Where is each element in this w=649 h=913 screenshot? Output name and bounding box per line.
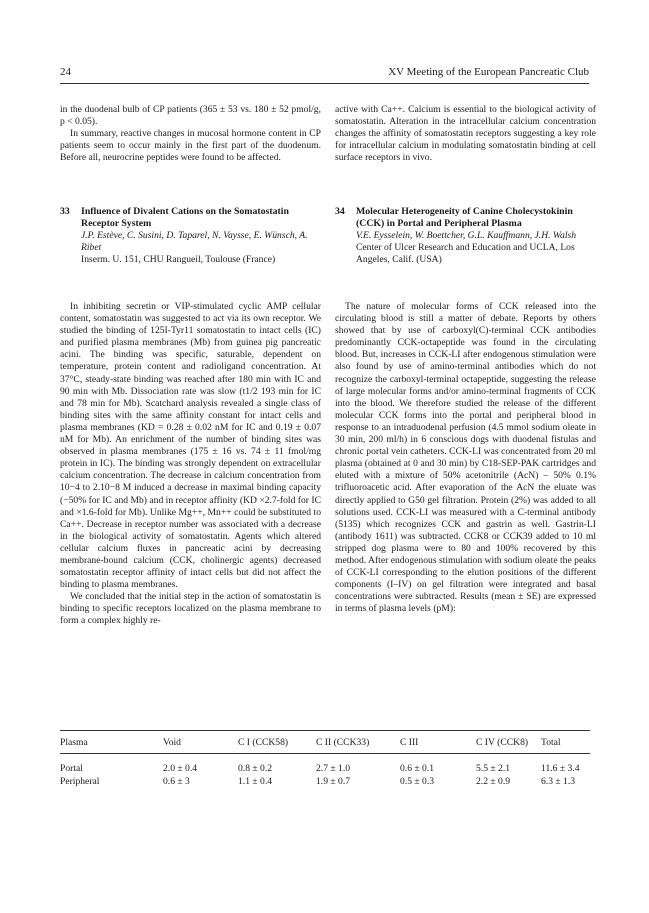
page-number: 24 — [60, 66, 71, 78]
table-row — [60, 775, 590, 788]
table-header: C III — [400, 737, 419, 748]
table-cell: 0.5 ± 0.3 — [400, 776, 435, 787]
paragraph: In inhibiting secretin or VIP-stimulated cyclic AMP cellular content, somatostatin was suggested to act via its own receptor. We studied the binding of 125I-Tyr11 somatostatin to intact cells (IC) and purified plasma membranes (Mb) from guinea pig pancreatic acini. The binding was specific, saturable, dependent on temperature, protein content and radioligand concentration. At 37°C, steady-state binding was reached after 180 min with IC and 90 min with Mb. Dissociation rate was slow (t1/2 193 min for IC and 78 min for Mb). Scatchard analysis revealed a single class of binding sites with the same affinity constant for intact cells and plasma membranes (KD = 0.28 ± 0.02 nM for IC and 0.19 ± 0.07 nM for Mb). An enrichment of the number of binding sites was observed in plasma membranes (175 ± 16 vs. 74 ± 11 fmol/mg protein in IC). The binding was strongly dependent on extracellular calcium concentration. The decrease in calcium concentration from 10−4 to 2.10−8 M induced a decrease in maximal binding capacity (−50% for IC and Mb) and in receptor affinity (KD ×2.7-fold for IC and ×1.6-fold for Mb). Unlike Mg++, Mn++ could be substituted to Ca++. Decrease in receptor number was associated with a decrease in the biological activity of somatostatin. Agents which altered cellular calcium fluxes in pancreatic acini by decreasing membrane-bound calcium (CCK, cholinergic agents) decreased somatostatin receptor affinity of intact cells but did not affect the binding to plasma membranes. — [60, 301, 321, 591]
table-cell: 1.9 ± 0.7 — [316, 776, 351, 787]
abstract-affiliation: Inserm. U. 151, CHU Rangueil, Toulouse (France) — [81, 254, 276, 265]
abstract-affiliation: Center of Ulcer Research and Education and UCLA, Los Angeles, Calif. (USA) — [356, 242, 575, 265]
abstract-number: 33 — [60, 206, 70, 217]
paragraph: The nature of molecular forms of CCK released into the circulating blood is still a matter of debate. Reports by others showed that by use of carboxyl(C)-terminal CCK antibodies predominantly CCK-octapeptide was found in the circulating blood. But, increases in CCK-LI after endogenous stimulation were also found by use of amino-terminal antibodies which do not recognize the carboxyl-terminal octapeptide, suggesting the release of large molecular forms and/or amino-terminal fragments of CCK into the blood. We therefore studied the release of the different molecular CCK forms into the portal and peripheral blood in response to an intraduodenal perfusion (4.5 mmol sodium oleate in 30 min, 200 ml/h) in 6 conscious dogs with duodenal fistulas and chronic portal vein catheters. CCK-LI was concentrated from 20 ml plasma (obtained at 0 and 30 min) by C18-SEP-PAK cartridges and eluted with a mixture of 50% acetonitrile (AcN) – 50% 0.1% trifluoroacetic acid. After evaporation of the AcN the eluate was directly applied to G50 gel filtration. Protein (2%) was added to all solutions used. CCK-LI was measured with a C-terminal antibody (5135) which recognizes CCK and gastrin as well. Gastrin-LI (antibody 1611) was subtracted. CCK8 or CCK39 added to 10 ml stripped dog plasma were to 80 and 100% recovered by this method. After endogenous stimulation with sodium oleate the peaks of CCK-LI corresponding to the elution positions of the different components (I–IV) on gel filtration were integrated and basal concentrations were subtracted. Results (mean ± SE) are expressed in terms of plasma levels (pM): — [335, 301, 596, 615]
table-header: Total — [541, 737, 561, 748]
table-header: C IV (CCK8) — [476, 737, 529, 748]
table-rule — [60, 730, 590, 731]
table-header: Plasma — [60, 737, 88, 748]
abstract-33-header — [60, 206, 321, 266]
header-rule — [60, 83, 589, 84]
abstract-authors: V.E. Eysselein, W. Boettcher, G.L. Kauffmann, J.H. Walsh — [356, 230, 577, 241]
abstract-33-body — [60, 301, 321, 628]
left-continuation — [60, 104, 321, 164]
paragraph: In summary, reactive changes in mucosal hormone content in CP patients seem to occur mainly in the first part of the duodenum. Before all, neurocrine peptides were found to be affected. — [60, 128, 321, 164]
table-cell: 11.6 ± 3.4 — [541, 763, 580, 774]
table-cell: 0.6 ± 3 — [163, 776, 190, 787]
abstract-title: Molecular Heterogeneity of Canine Cholecystokinin (CCK) in Portal and Peripheral Plasma — [356, 206, 573, 229]
table-cell: Portal — [60, 763, 83, 774]
table-row — [60, 762, 590, 775]
results-table — [60, 730, 590, 788]
table-header: C II (CCK33) — [316, 737, 370, 748]
table-cell: 2.2 ± 0.9 — [476, 776, 511, 787]
table-cell: 6.3 ± 1.3 — [541, 776, 576, 787]
abstract-title: Influence of Divalent Cations on the Somatostatin Receptor System — [81, 206, 289, 229]
table-cell: 2.0 ± 0.4 — [163, 763, 198, 774]
table-cell: Peripheral — [60, 776, 100, 787]
table-cell: 0.8 ± 0.2 — [238, 763, 273, 774]
table-header-row — [60, 736, 590, 749]
paragraph: in the duodenal bulb of CP patients (365 ± 53 vs. 180 ± 52 pmol/g, p < 0.05). — [60, 104, 321, 128]
abstract-number: 34 — [335, 206, 345, 217]
table-cell: 2.7 ± 1.0 — [316, 763, 351, 774]
table-cell: 0.6 ± 0.1 — [400, 763, 435, 774]
paragraph: We concluded that the initial step in the action of somatostatin is binding to specific receptors localized on the plasma membrane to form a complex highly re- — [60, 591, 321, 627]
abstract-authors: J.P. Estève, C. Susini, D. Taparel, N. Vaysse, E. Wünsch, A. Ribet — [81, 230, 308, 253]
running-title: XV Meeting of the European Pancreatic Club — [388, 66, 589, 78]
table-cell: 5.5 ± 2.1 — [476, 763, 511, 774]
abstract-34-header — [335, 206, 596, 266]
right-continuation — [335, 104, 596, 164]
paragraph: active with Ca++. Calcium is essential to the biological activity of somatostatin. Alteration in the intracellular calcium concentration changes the affinity of somatostatin receptors suggesting a key role for intracellular calcium in modulating somatostatin binding at cell surface receptors in vivo. — [335, 104, 596, 164]
table-header: C I (CCK58) — [238, 737, 289, 748]
table-header: Void — [163, 737, 181, 748]
table-cell: 1.1 ± 0.4 — [238, 776, 273, 787]
abstract-34-body — [335, 301, 596, 615]
